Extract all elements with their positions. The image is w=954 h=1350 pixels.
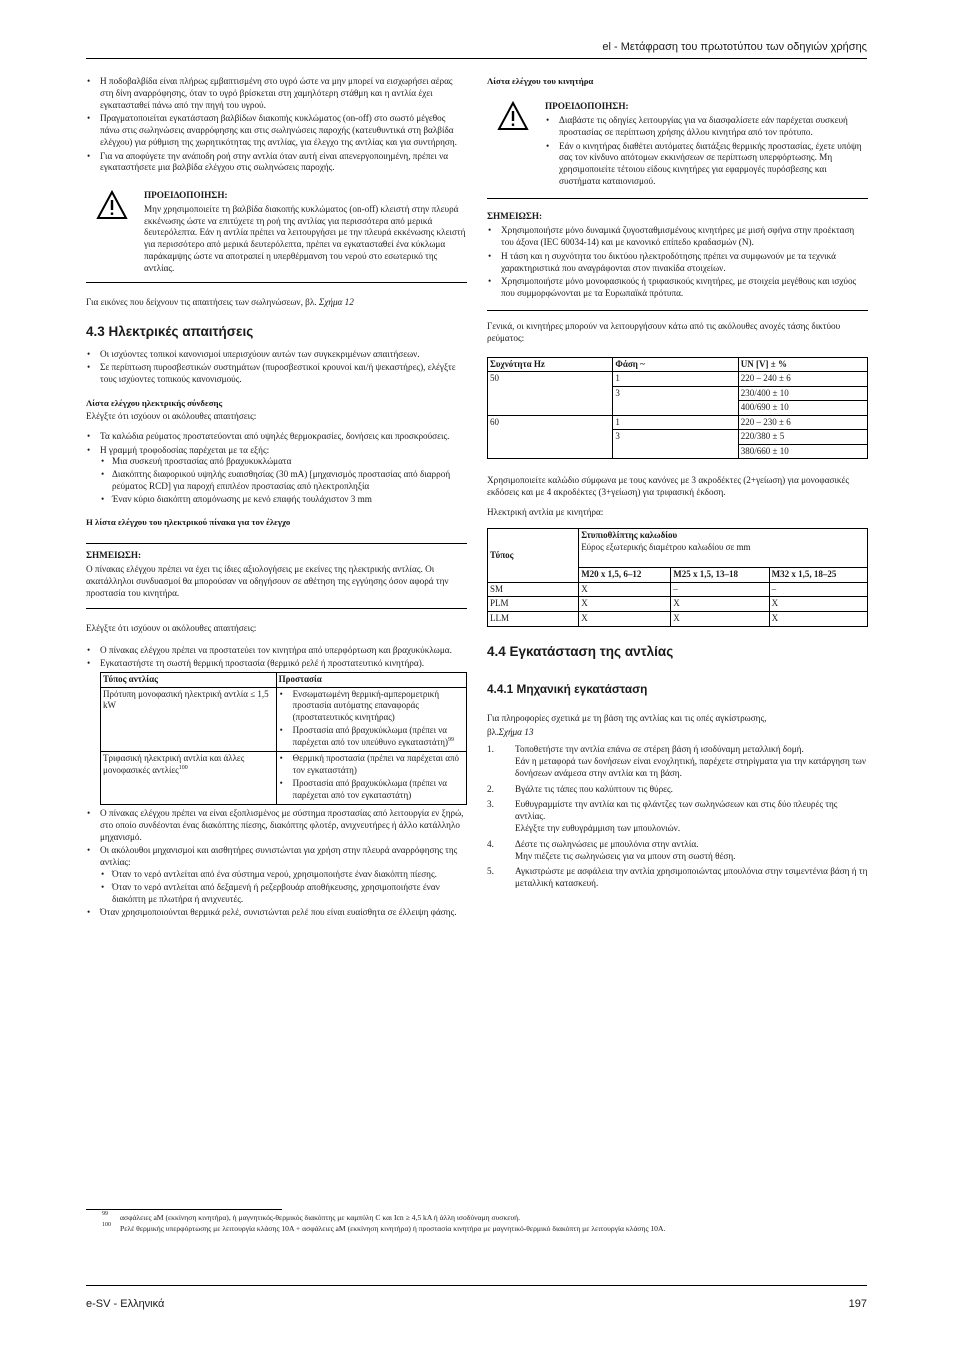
subheading-checklist: Λίστα ελέγχου ηλεκτρικής σύνδεσης (86, 397, 223, 408)
right-column (487, 76, 868, 894)
note-title: ΣΗΜΕΙΩΣΗ: (487, 210, 543, 221)
voltage-table (487, 357, 868, 460)
list-item: • Εάν ο κινητήρας διαθέτει αυτόματες διατάξεις θερμικής προστασίας, έχετε υπόψη σας τον κίνδυνο απότομων εκκινήσεων σε περίπτωση υπερφόρτωσης. Μη χρησιμοποιείτε τέτοιου είδους κινητήρες για εφαρμογές πυρόσβεσης και συστήματα καταιονισμού. (559, 141, 868, 188)
table-cell: Πρότυπη μονοφασική ηλεκτρική αντλία ≤ 1,5 kW (101, 687, 277, 752)
footnote: 99 ασφάλειες aM (εκκίνηση κινητήρα), ή μαγνητικός-θερμικός διακόπτης με καμπύλη C και Icn ≥ 4,5 kA ή άλλη ισοδύναμη συσκευή. (102, 1211, 521, 1222)
bullet-list-sensors (86, 808, 467, 919)
sub-list-item: • Διακόπτης διαφορικού υψηλής ευαισθησίας (30 mA) [μηχανισμός προστασίας από διαρροή ρεύματος RCD] για παροχή επιπλέον προστασίας από ηλεκτροπληξία (112, 469, 467, 493)
figure-link[interactable]: Σχήμα 13 (498, 726, 534, 737)
list-item: • Η ποδοβαλβίδα είναι πλήρως εμβαπτισμένη στο υγρό ώστε να μην μπορεί να εισχωρήσει αέρας στη δίνη αναρρόφησης, όταν το υγρό βρίσκεται στη χαμηλότερη στάθμη και η αντλία έχει εγκατασταθεί πάνω από την πηγή του υγρού. (100, 76, 467, 111)
intro-text: Ελέγξτε ότι ισχύουν οι ακόλουθες απαιτήσεις: (86, 411, 257, 422)
list-item: • Οι ισχύοντες τοπικοί κανονισμοί υπερισχύουν αυτών των συγκεκριμένων απαιτήσεων. (100, 349, 467, 361)
warning-triangle-icon (96, 190, 128, 220)
section-heading-4-3: 4.3 Ηλεκτρικές απαιτήσεις (86, 324, 254, 340)
list-item: • Οι ακόλουθοι μηχανισμοί και αισθητήρες συνιστώνται για χρήση στην πλευρά αναρρόφησης της αντλίας: • Όταν το νερό αντλείται από ένα σύστημα νερού, χρησιμοποιήστε έναν διακόπτη πίεσης. • Όταν το νερό αντλείται από δεξαμενή ή ρεζερβουάρ αποθήκευσης, χρησιμοποιήστε έναν διακόπτη με πλωτήρα ή ανιχνευτές. (100, 845, 467, 905)
list-item: • Για να αποφύγετε την ανάποδη ροή στην αντλία όταν αυτή είναι απενεργοποιημένη, πρέπει να εγκαταστήσετε μια βαλβίδα ελέγχου στις σωληνώσεις παροχής. (100, 151, 467, 175)
bullet-list-checklist (86, 431, 467, 506)
subheading-panel-checklist: Η λίστα ελέγχου του ηλεκτρικού πίνακα για τον έλεγχο (86, 517, 291, 528)
list-item: • Η τάση και η συχνότητα του δικτύου ηλεκτροδότησης πρέπει να συμφωνούν με τα τεχνικά χαρακτηριστικά που αναγράφονται στον πινακίδα στοιχείων. (501, 251, 868, 275)
list-item: • Η γραμμή τροφοδοσίας παρέχεται με τα εξής: • Μια συσκευή προστασίας από βραχυκυκλώματα • Διακόπτης διαφορικού υψηλής ευαισθησίας (30 mA) [μηχανισμός προστασίας από διαρροή ρεύματος RCD] για παροχή επιπλέον προστασίας από ηλεκτροπληξία • Έναν κύριο διακόπτη απομόνωσης με κενό επαφής τουλάχιστον 3 mm (100, 445, 467, 506)
figure-link[interactable]: Σχήμα 12 (318, 297, 354, 308)
pump-motor-label: Ηλεκτρική αντλία με κινητήρα: (487, 506, 604, 517)
list-item: • Πραγματοποιείται εγκατάσταση βαλβίδων διακοπής κυκλώματος (on-off) στο σωστό μέγεθος πάνω στις σωληνώσεις αναρρόφησης και στις σωληνώσεις παροχής (κατευθυντικά στη βαλβίδα ελέγχου) για ρύθμιση της χωρητικότητας της αντλίας, για έλεγχο της αντλίας και για συντήρηση. (100, 113, 467, 148)
bullet-list-valves (86, 76, 467, 174)
table-row: 3 230/400 ± 10 (488, 386, 868, 401)
table-row: 50 1 220 – 240 ± 6 (488, 372, 868, 387)
table-row: 60 1 220 – 230 ± 6 (488, 415, 868, 430)
footnotes (86, 1213, 867, 1234)
note-box (487, 211, 868, 311)
header-title: el - Μετάφραση του πρωτοτύπου των οδηγιών χρήσης (602, 41, 867, 53)
table-row: PLM X X X (488, 597, 868, 612)
page-footer (86, 1285, 867, 1311)
warning-box (487, 101, 868, 198)
table-header: Τύπος αντλίας (101, 673, 277, 688)
list-item: • Όταν χρησιμοποιούνται θερμικά ρελέ, συνιστώνται ρελέ που είναι ευαίσθητα σε έλλειψη φάσης. (100, 907, 467, 919)
table-header: UN [V] ± % (738, 357, 867, 372)
table-cell: • Θερμική προστασία (πρέπει να παρέχεται από τον εγκαταστάτη) • Προστασία από βραχυκύκλωμα (πρέπει να παρέχεται από τον εγκαταστάτη) (276, 752, 466, 805)
table-row: 400/690 ± 10 (488, 401, 868, 416)
intro-text: Ελέγξτε ότι ισχύουν οι ακόλουθες απαιτήσεις: (86, 622, 257, 633)
step-item: 3. Ευθυγραμμίστε την αντλία και τις φλάντζες των σωληνώσεων και στις δύο πλευρές της αντλίας. Ελέγξτε την ευθυγράμμιση των μπουλονιών. (487, 799, 838, 833)
warning-title: ΠΡΟΕΙΔΟΠΟΙΗΣΗ: (144, 190, 228, 201)
list-item: • Εγκαταστήστε τη σωστή θερμική προστασία (θερμικό ρελέ ή προστατευτικό κινητήρα). (100, 658, 467, 670)
sub-list (100, 869, 467, 905)
footer-doc-name: e-SV - Ελληνικά (86, 1298, 165, 1310)
table-row: 3 220/380 ± 5 (488, 430, 868, 445)
cable-gland-table: Τύπος Στυπιοθλίπτης καλωδίου Εύρος εξωτερικής διαμέτρου καλωδίου σε mm M20 x 1,5, 6–12 M25 x 1,5, 13–18 M32 x 1,5, 18–25 SM X – – PLM X X X LLM X X X (487, 528, 868, 626)
bullet-list-regulations (86, 349, 467, 386)
cable-text: Χρησιμοποιείτε καλώδιο σύμφωνα με τους κανόνες με 3 ακροδέκτες (2+γείωση) για μονοφασικές εκδόσεις και με 4 ακροδέκτες (3+γείωση) για τριφασική έκδοση. (487, 475, 850, 497)
table-cell: • Ενσωματωμένη θερμική-αμπερομετρική προστασία αυτόματης επαναφοράς (προστατευτικός κινητήρας) • Προστασία από βραχυκύκλωμα (πρέπει να παρέχεται από τον υπεύθυνο εγκαταστάτη)$^{99}$ (276, 687, 466, 752)
table-header: Φάση ~ (613, 357, 738, 372)
sub-list-item: • Όταν το νερό αντλείται από ένα σύστημα νερού, χρησιμοποιήστε έναν διακόπτη πίεσης. (112, 869, 467, 881)
installation-steps (487, 744, 868, 889)
table-header: M20 x 1,5, 6–12 (579, 568, 671, 583)
step-item: 1. Τοποθετήστε την αντλία επάνω σε στέρεη βάση ή ισοδύναμη μεταλλική δομή. Εάν η μεταφορά των δονήσεων είναι ενοχλητική, παρέχετε στηρίγματα για την κατάργηση των δονήσεων ανάμεσα στην αντλία και τη βάση. (487, 744, 866, 778)
warning-box (86, 190, 467, 283)
left-column (86, 76, 467, 921)
list-item: • Χρησιμοποιήστε μόνο δυναμικά ζυγοσταθμισμένους κινητήρες με μισή σφήνα στην προέκταση του άξονα (IEC 60034-14) και με κανονικό επίπεδο κραδασμών (N). (501, 225, 868, 249)
table-row: SM X – – (488, 582, 868, 597)
table-row (101, 752, 467, 805)
note-text: Ο πίνακας ελέγχου πρέπει να έχει τις ίδιες αξιολογήσεις με εκείνες της ηλεκτρικής αντλίας. Οι ακατάλληλοι συνδυασμοί θα μπορούσαν να οδηγήσουν σε αθέτηση της εγγύησης όσον αφορά την προστασία του κινητήρα. (86, 564, 449, 598)
step-item: 4. Δέστε τις σωληνώσεις με μπουλόνια στην αντλία. Μην πιέζετε τις σωληνώσεις για να μπουν στη σωστή θέση. (487, 838, 736, 861)
warning-triangle-icon (497, 101, 529, 131)
table-header: Τύπος (488, 529, 579, 583)
list-item: • Ο πίνακας ελέγχου πρέπει να είναι εξοπλισμένος με σύστημα προστασίας από λειτουργία εν ξηρώ, στο οποίο συνδέονται ένας διακόπτης πίεσης, διακόπτης φλοτέρ, ανιχνευτήρες ή άλλο κατάλληλο μηχανισμό. (100, 808, 467, 843)
note-title: ΣΗΜΕΙΩΣΗ: (86, 549, 142, 560)
table-row: 380/660 ± 10 (488, 444, 868, 459)
sub-list-item: • Όταν το νερό αντλείται από δεξαμενή ή ρεζερβουάρ αποθήκευσης, χρησιμοποιήστε έναν διακόπτη με πλωτήρα ή ανιχνευτές. (112, 882, 467, 906)
footnote-divider (86, 1209, 282, 1210)
bullet-list-panel (86, 645, 467, 671)
step-item: 5. Αγκιστρώστε με ασφάλεια την αντλία χρησιμοποιώντας μπουλόνια στην τσιμεντένια βάση ή τη μεταλλική κατασκευή. (487, 866, 868, 889)
table-header: M32 x 1,5, 18–25 (769, 568, 867, 583)
voltage-intro: Γενικά, οι κινητήρες μπορούν να λειτουργήσουν κάτω από τις ακόλουθες ανοχές τάσης δικτύου ρεύματος: (487, 320, 841, 343)
list-item: • Χρησιμοποιήστε μόνο μονοφασικούς ή τριφασικούς κινητήρες, με στοιχεία μεγέθους και ισχύος που συμμορφώνονται με τα Ευρωπαϊκά πρότυπα. (501, 276, 868, 300)
note-box (86, 543, 467, 609)
page-number: 197 (848, 1298, 867, 1310)
figure-reference: βλ.Σχήμα 13 (487, 726, 534, 737)
figure-reference: Για εικόνες που δείχνουν τις απαιτήσεις των σωληνώσεων, βλ. Σχήμα 12 (86, 297, 354, 308)
footnote: 100 Ρελέ θερμικής υπερφόρτωσης με λειτουργία κλάσης 10A + ασφάλειες aM (εκκίνηση κινητήρα) ή προστασία κινητήρα με μαγνητικό-θερμικό διακόπτη με λειτουργία κλάσης 10A. (102, 1221, 666, 1233)
info-text: Για πληροφορίες σχετικά με τη βάση της αντλίας και τις οπές αγκίστρωσης, (487, 712, 767, 723)
sub-list-item: • Μια συσκευή προστασίας από βραχυκυκλώματα (112, 456, 467, 468)
section-heading-4-4-1: 4.4.1 Μηχανική εγκατάσταση (487, 681, 648, 696)
table-header: Συχνότητα Hz (488, 357, 613, 372)
table-header: M25 x 1,5, 13–18 (671, 568, 769, 583)
table-row (101, 687, 467, 752)
sub-list (100, 456, 467, 505)
table-cell: Τριφασική ηλεκτρική αντλία και άλλες μονοφασικές αντλίες$^{100}$ (101, 752, 277, 805)
table-row: LLM X X X (488, 611, 868, 626)
step-item: 2. Βγάλτε τις τάπες που καλύπτουν τις θύρες. (487, 783, 673, 794)
protection-table-wrap (100, 672, 467, 805)
warning-title: ΠΡΟΕΙΔΟΠΟΙΗΣΗ: (545, 101, 629, 112)
section-heading-4-4: 4.4 Εγκατάσταση της αντλίας (487, 643, 674, 659)
subheading-motor-checklist: Λίστα ελέγχου του κινητήρα (487, 76, 594, 86)
list-item: • Τα καλώδια ρεύματος προστατεύονται από υψηλές θερμοκρασίες, δονήσεις και προσκρούσεις. (100, 431, 467, 443)
list-item: • Διαβάστε τις οδηγίες λειτουργίας για να διασφαλίσετε εάν παρέχεται συσκευή προστασίας σε περίπτωση χρήσης άλλου κινητήρα από τον πρότυπο. (559, 115, 868, 139)
table-header: Προστασία (276, 673, 466, 688)
warning-text: Μην χρησιμοποιείτε τη βαλβίδα διακοπής κυκλώματος (on-off) κλειστή στην πλευρά εκκένωσης ώστε να επιτύχετε τη ροή της αντλίας για περισσότερα από μερικά δευτερόλεπτα. Εάν η αντλία πρέπει να λειτουργήσει με την πλευρά εκκένωσης κλειστή για περισσότερο από μερικά δευτερόλεπτα, πρέπει να εγκατασταθεί ένα κύκλωμα παράκαμψης ώστε να αποτραπεί η υπερθέρμανση του νερού στο εσωτερικό της αντλίας. (144, 203, 466, 273)
protection-table (100, 672, 467, 805)
list-item: • Σε περίπτωση πυροσβεστικών συστημάτων (πυροσβεστικοί κρουνοί και/ή ψεκαστήρες), ελέγξτε τους ισχύοντες τοπικούς κανονισμούς. (100, 362, 467, 386)
sub-list-item: • Έναν κύριο διακόπτη απομόνωσης με κενό επαφής τουλάχιστον 3 mm (112, 494, 467, 506)
list-item: • Ο πίνακας ελέγχου πρέπει να προστατεύει τον κινητήρα από υπερφόρτωση και βραχυκύκλωμα. (100, 645, 467, 657)
page-header (86, 40, 867, 59)
